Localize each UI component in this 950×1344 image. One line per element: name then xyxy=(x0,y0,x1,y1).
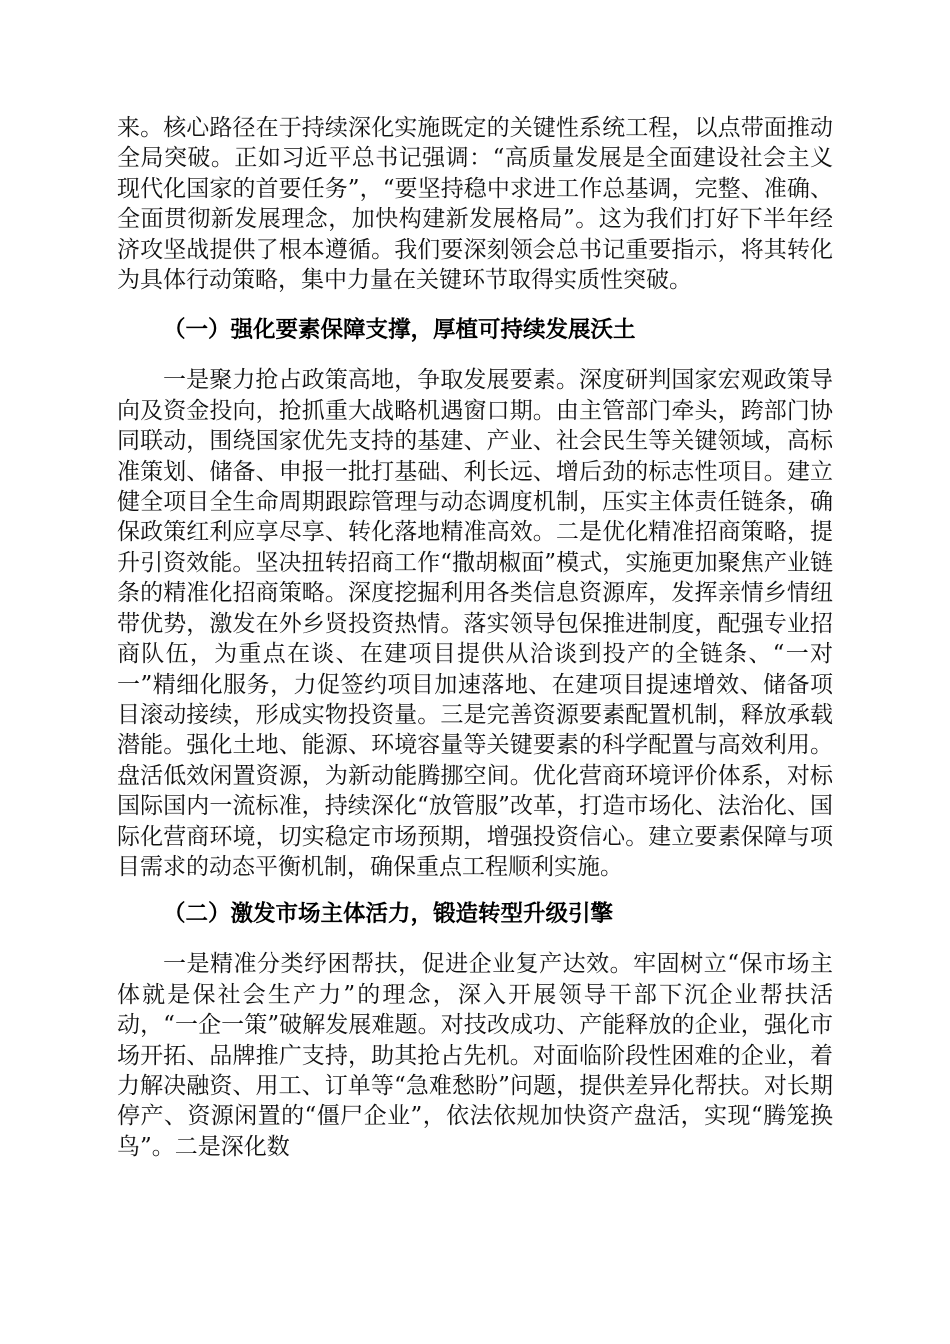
intro-paragraph: 来。核心路径在于持续深化实施既定的关键性系统工程，以点带面推动全局突破。正如习近平总书记强调：“高质量发展是全面建设社会主义现代化国家的首要任务”，“要坚持稳中求进工作总基调，完整、准确、全面贯彻新发展理念，加快构建新发展格局”。这为我们打好下半年经济攻坚战提供了根本遵循。我们要深刻领会总书记重要指示，将其转化为具体行动策略，集中力量在关键环节取得实质性突破。 xyxy=(117,115,833,294)
section-heading-2: （二）激发市场主体活力，锻造转型升级引擎 xyxy=(163,901,614,928)
section-1-paragraph: 一是聚力抢占政策高地，争取发展要素。深度研判国家宏观政策导向及资金投向，抢抓重大战略机遇窗口期。由主管部门牵头，跨部门协同联动，围绕国家优先支持的基建、产业、社会民生等关键领域，高标准策划、储备、申报一批打基础、利长远、增后劲的标志性项目。建立健全项目全生命周期跟踪管理与动态调度机制，压实主体责任链条，确保政策红利应享尽享、转化落地精准高效。二是优化精准招商策略，提升引资效能。坚决扭转招商工作“撒胡椒面”模式，实施更加聚焦产业链条的精准化招商策略。深度挖掘利用各类信息资源库，发挥亲情乡情纽带优势，激发在外乡贤投资热情。落实领导包保推进制度，配强专业招商队伍，为重点在谈、在建项目提供从洽谈到投产的全链条、“一对一”精细化服务，力促签约项目加速落地、在建项目提速增效、储备项目滚动接续，形成实物投资量。三是完善资源要素配置机制，释放承载潜能。强化土地、能源、环境容量等关键要素的科学配置与高效利用。盘活低效闲置资源，为新动能腾挪空间。优化营商环境评价体系，对标国际国内一流标准，持续深化“放管服”改革，打造市场化、法治化、国际化营商环境，切实稳定市场预期，增强投资信心。建立要素保障与项目需求的动态平衡机制，确保重点工程顺利实施。 xyxy=(117,367,833,880)
document-body xyxy=(117,113,833,1162)
section-heading-1: （一）强化要素保障支撑，厚植可持续发展沃土 xyxy=(163,317,636,344)
section-2-paragraph: 一是精准分类纾困帮扶，促进企业复产达效。牢固树立“保市场主体就是保社会生产力”的理念，深入开展领导干部下沉企业帮扶活动，“一企一策”破解发展难题。对技改成功、产能释放的企业，强化市场开拓、品牌推广支持，助其抢占先机。对面临阶段性困难的企业，着力解决融资、用工、订单等“急难愁盼”问题，提供差异化帮扶。对长期停产、资源闲置的“僵尸企业”，依法依规加快资产盘活，实现“腾笼换鸟”。二是深化数 xyxy=(117,951,833,1160)
